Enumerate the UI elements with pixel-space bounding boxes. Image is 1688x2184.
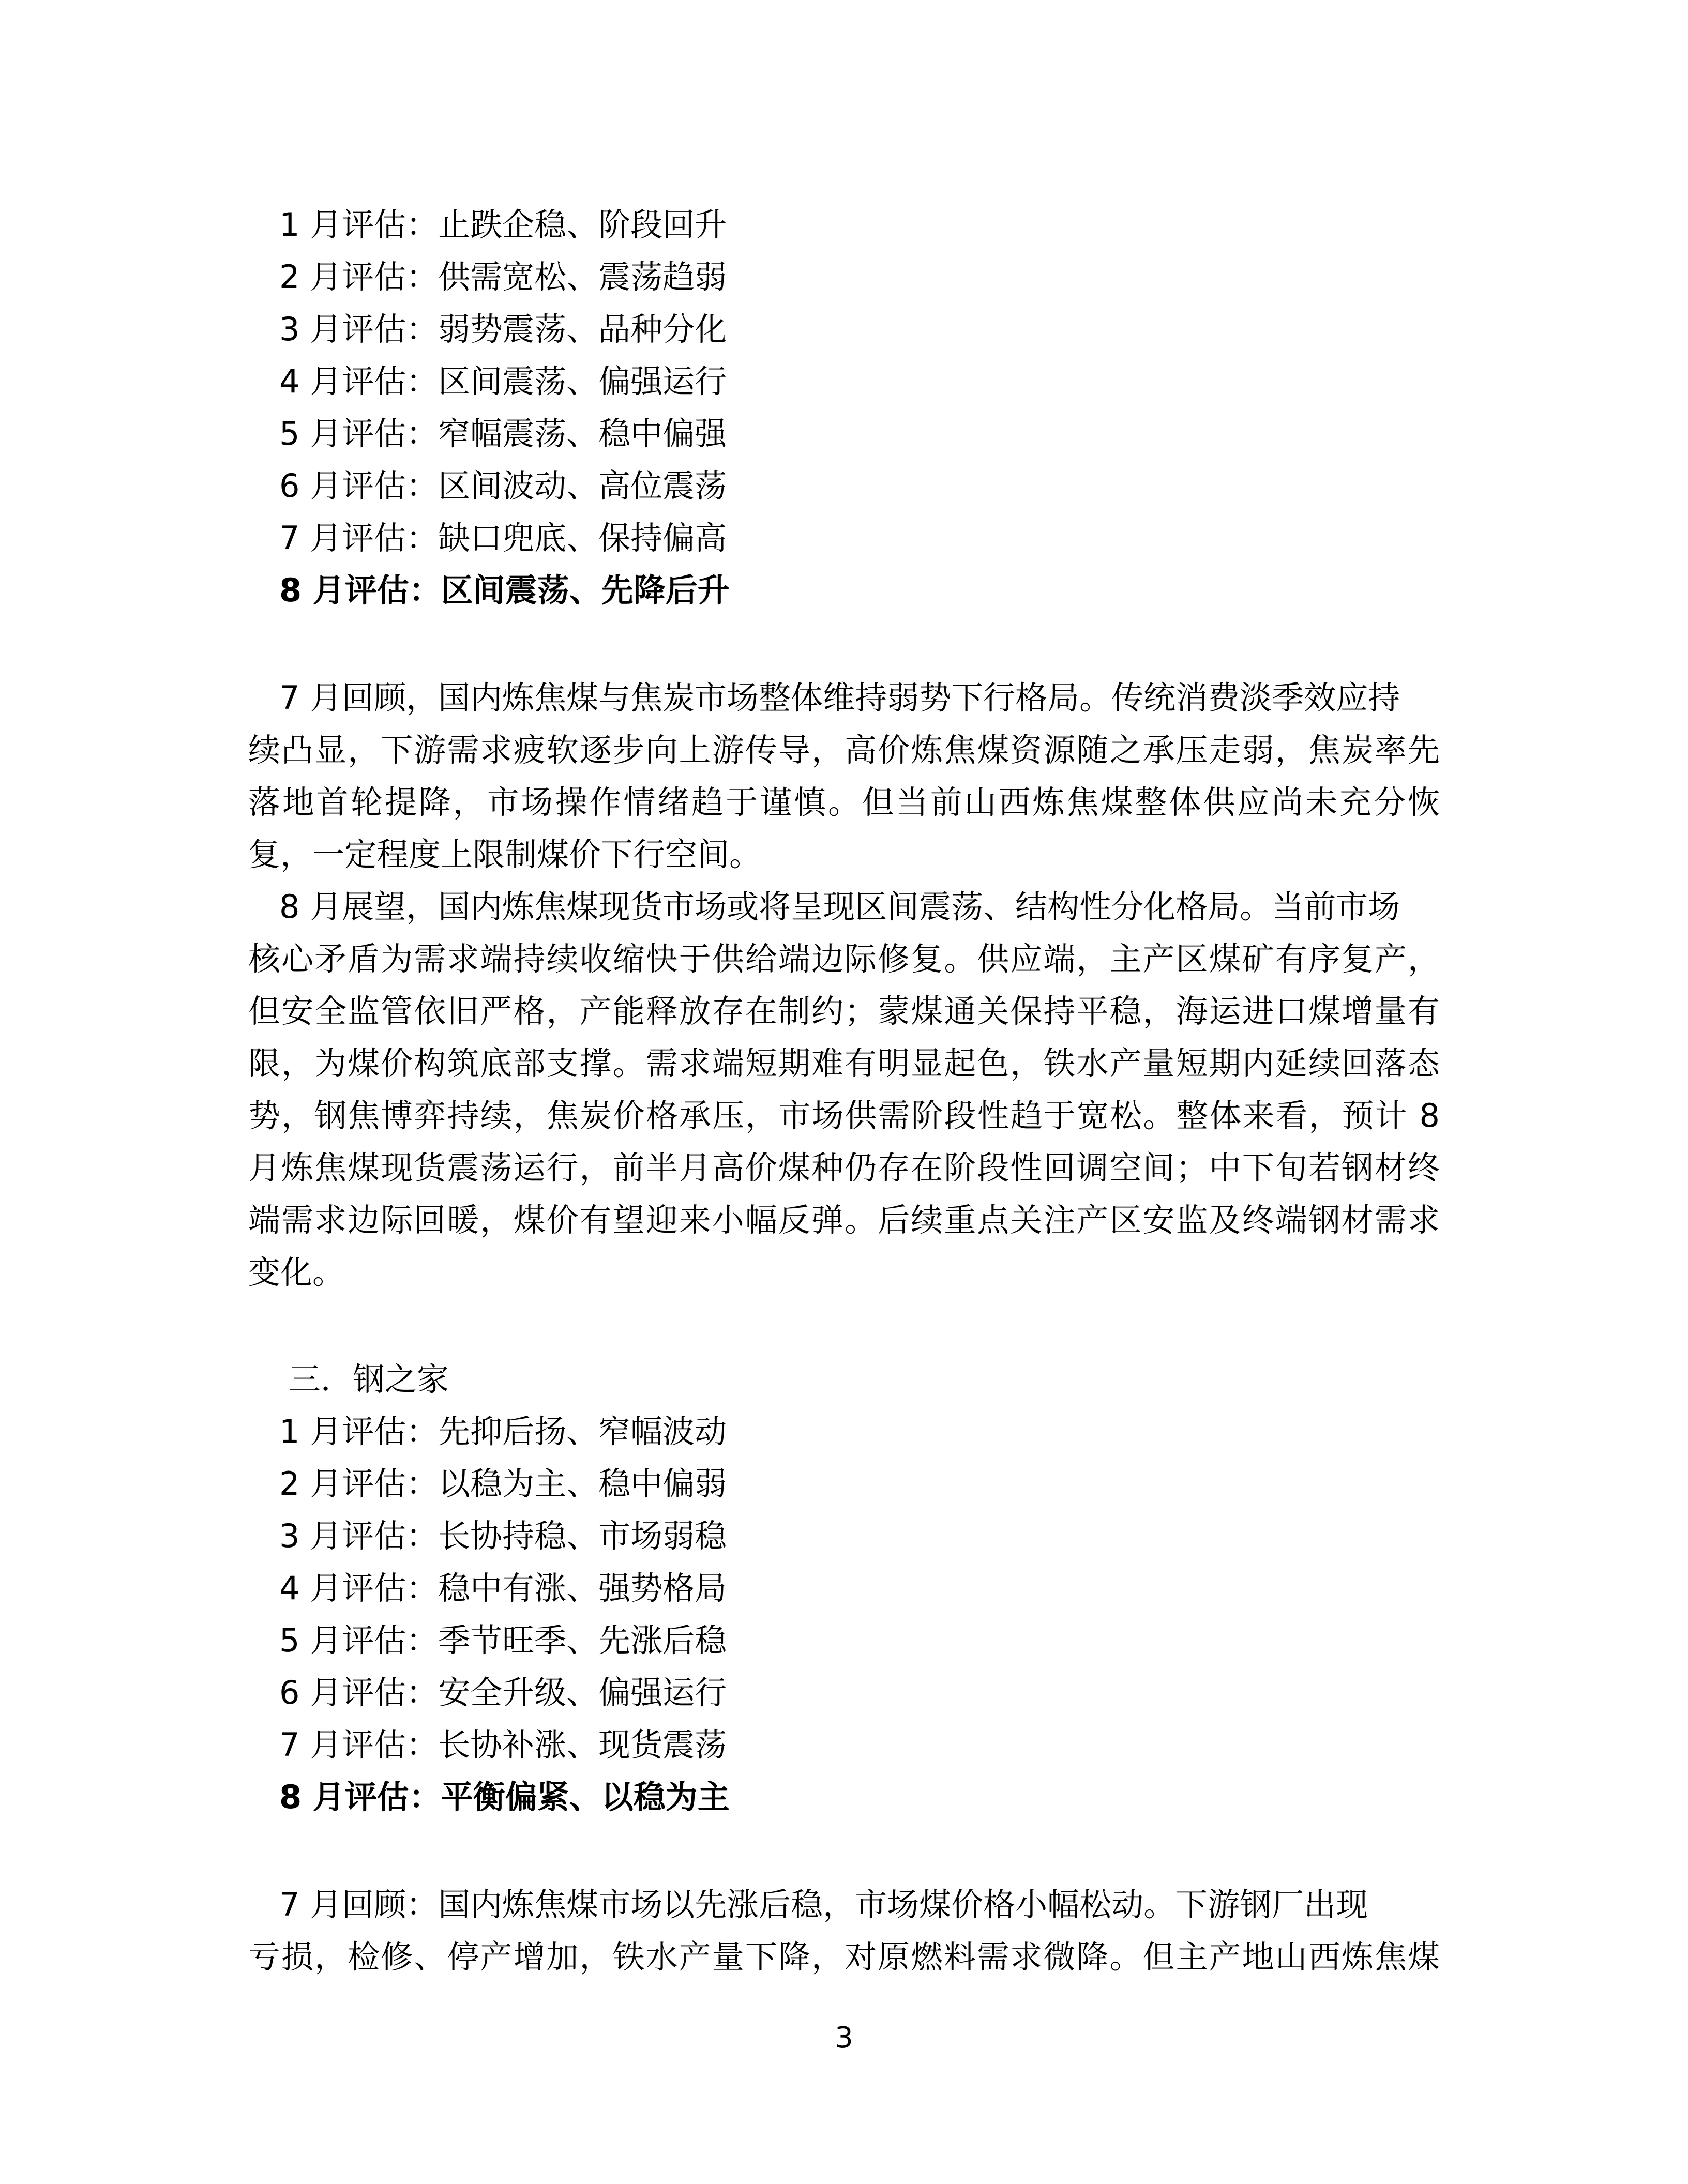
outlook-paragraph-line: 势，钢焦博弈持续，焦炭价格承压，市场供需阶段性趋于宽松。整体来看，预计 8 (248, 1097, 1440, 1134)
evaluation-line: 4 月评估：稳中有涨、强势格局 (279, 1569, 727, 1607)
outlook-paragraph-line: 变化。 (248, 1253, 345, 1291)
evaluation-line: 5 月评估：季节旺季、先涨后稳 (279, 1621, 727, 1659)
review-paragraph-line: 7 月回顾，国内炼焦煤与焦炭市场整体维持弱势下行格局。传统消费淡季效应持 (279, 679, 1400, 717)
evaluation-line: 1 月评估：先抑后扬、窄幅波动 (279, 1413, 727, 1450)
current-evaluation: 8 月评估：区间震荡、先降后升 (279, 571, 730, 609)
evaluation-line: 4 月评估：区间震荡、偏强运行 (279, 362, 727, 400)
evaluation-line: 3 月评估：长协持稳、市场弱稳 (279, 1517, 727, 1555)
review-paragraph-line: 落地首轮提降，市场操作情绪趋于谨慎。但当前山西炼焦煤整体供应尚未充分恢 (248, 783, 1440, 821)
evaluation-line: 1 月评估：止跌企稳、阶段回升 (279, 206, 727, 244)
evaluation-line: 3 月评估：弱势震荡、品种分化 (279, 310, 727, 348)
review-paragraph-line: 7 月回顾：国内炼焦煤市场以先涨后稳，市场煤价格小幅松动。下游钢厂出现 (279, 1886, 1368, 1923)
review-paragraph-line: 复，一定程度上限制煤价下行空间。 (248, 836, 762, 873)
outlook-paragraph-line: 月炼焦煤现货震荡运行，前半月高价煤种仍存在阶段性回调空间；中下旬若钢材终 (248, 1149, 1440, 1187)
page-number: 3 (835, 2021, 853, 2055)
evaluation-line: 7 月评估：长协补涨、现货震荡 (279, 1726, 727, 1764)
evaluation-line: 2 月评估：供需宽松、震荡趋弱 (279, 258, 727, 296)
outlook-paragraph-line: 端需求边际回暖，煤价有望迎来小幅反弹。后续重点关注产区安监及终端钢材需求 (248, 1201, 1440, 1239)
evaluation-line: 6 月评估：安全升级、偏强运行 (279, 1674, 727, 1711)
section-heading: 三．钢之家 (289, 1360, 449, 1398)
review-paragraph-line: 续凸显，下游需求疲软逐步向上游传导，高价炼焦煤资源随之承压走弱，焦炭率先 (248, 731, 1440, 769)
outlook-paragraph-line: 限，为煤价构筑底部支撑。需求端短期难有明显起色，铁水产量短期内延续回落态 (248, 1044, 1440, 1082)
evaluation-line: 5 月评估：窄幅震荡、稳中偏强 (279, 415, 727, 452)
outlook-paragraph-line: 核心矛盾为需求端持续收缩快于供给端边际修复。供应端，主产区煤矿有序复产， (248, 940, 1440, 978)
outlook-paragraph-line: 8 月展望，国内炼焦煤现货市场或将呈现区间震荡、结构性分化格局。当前市场 (279, 888, 1400, 926)
outlook-paragraph-line: 但安全监管依旧严格，产能释放存在制约；蒙煤通关保持平稳，海运进口煤增量有 (248, 992, 1440, 1030)
evaluation-line: 7 月评估：缺口兜底、保持偏高 (279, 519, 727, 557)
evaluation-line: 6 月评估：区间波动、高位震荡 (279, 467, 727, 505)
current-evaluation: 8 月评估：平衡偏紧、以稳为主 (279, 1778, 730, 1816)
review-paragraph-line: 亏损，检修、停产增加，铁水产量下降，对原燃料需求微降。但主产地山西炼焦煤 (248, 1938, 1440, 1976)
evaluation-line: 2 月评估：以稳为主、稳中偏弱 (279, 1465, 727, 1503)
